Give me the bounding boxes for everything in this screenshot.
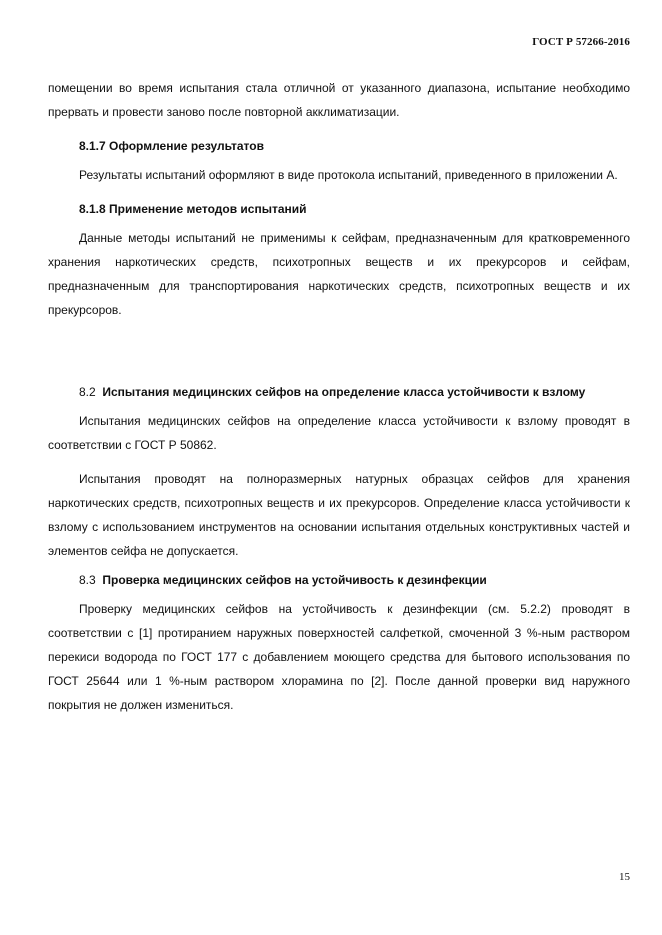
paragraph-8-1-7: Результаты испытаний оформляют в виде протокола испытаний, приведенного в приложении А. (79, 168, 618, 182)
standard-code: ГОСТ Р 57266-2016 (532, 36, 630, 48)
heading-8-2 (48, 380, 630, 404)
page-number: 15 (619, 871, 630, 883)
heading-8-3-title: Проверка медицинских сейфов на устойчивость к дезинфекции (102, 573, 487, 587)
spacer (48, 187, 630, 192)
paragraph-8-2-a: Испытания медицинских сейфов на определение класса устойчивости к взлому проводят в соответствии с ГОСТ Р 50862. (48, 414, 630, 452)
spacer (48, 322, 630, 380)
spacer (48, 457, 630, 467)
paragraph-intro: помещении во время испытания стала отличной от указанного диапазона, испытание необходимо прервать и провести заново после повторной акклиматизации. (48, 81, 630, 119)
paragraph-8-1-8: Данные методы испытаний не применимы к сейфам, предназначенным для кратковременного хранения наркотических средств, психотропных веществ и их прекурсоров и сейфам, предназначенным для транспортирования наркотических средств, психотропных веществ и их прекурсоров. (48, 231, 630, 317)
page-content (48, 76, 630, 717)
heading-8-3 (48, 568, 630, 592)
heading-8-1-7: 8.1.7 Оформление результатов (79, 139, 264, 153)
paragraph-8-3: Проверку медицинских сейфов на устойчивость к дезинфекции (см. 5.2.2) проводят в соответствии с [1] протиранием наружных поверхностей салфеткой, смоченной 3 %-ным раствором перекиси водорода по ГОСТ 177 с добавлением моющего средства для бытового использования по ГОСТ 25644 или 1 %-ным раствором хлорамина по [2]. После данной проверки вид наружного покрытия не должен измениться. (48, 602, 630, 712)
paragraph-8-2-b: Испытания проводят на полноразмерных натурных образцах сейфов для хранения наркотических средств, психотропных веществ и их прекурсоров. Определение класса устойчивости к взлому с использованием инструментов на основании испытания отдельных конструктивных частей и элементов сейфа не допускается. (48, 472, 630, 558)
heading-8-3-number: 8.3 (79, 573, 96, 587)
heading-8-2-number: 8.2 (79, 385, 96, 399)
heading-8-2-title: Испытания медицинских сейфов на определение класса устойчивости к взлому (102, 385, 586, 399)
heading-8-1-8: 8.1.8 Применение методов испытаний (79, 202, 307, 216)
spacer (48, 124, 630, 129)
